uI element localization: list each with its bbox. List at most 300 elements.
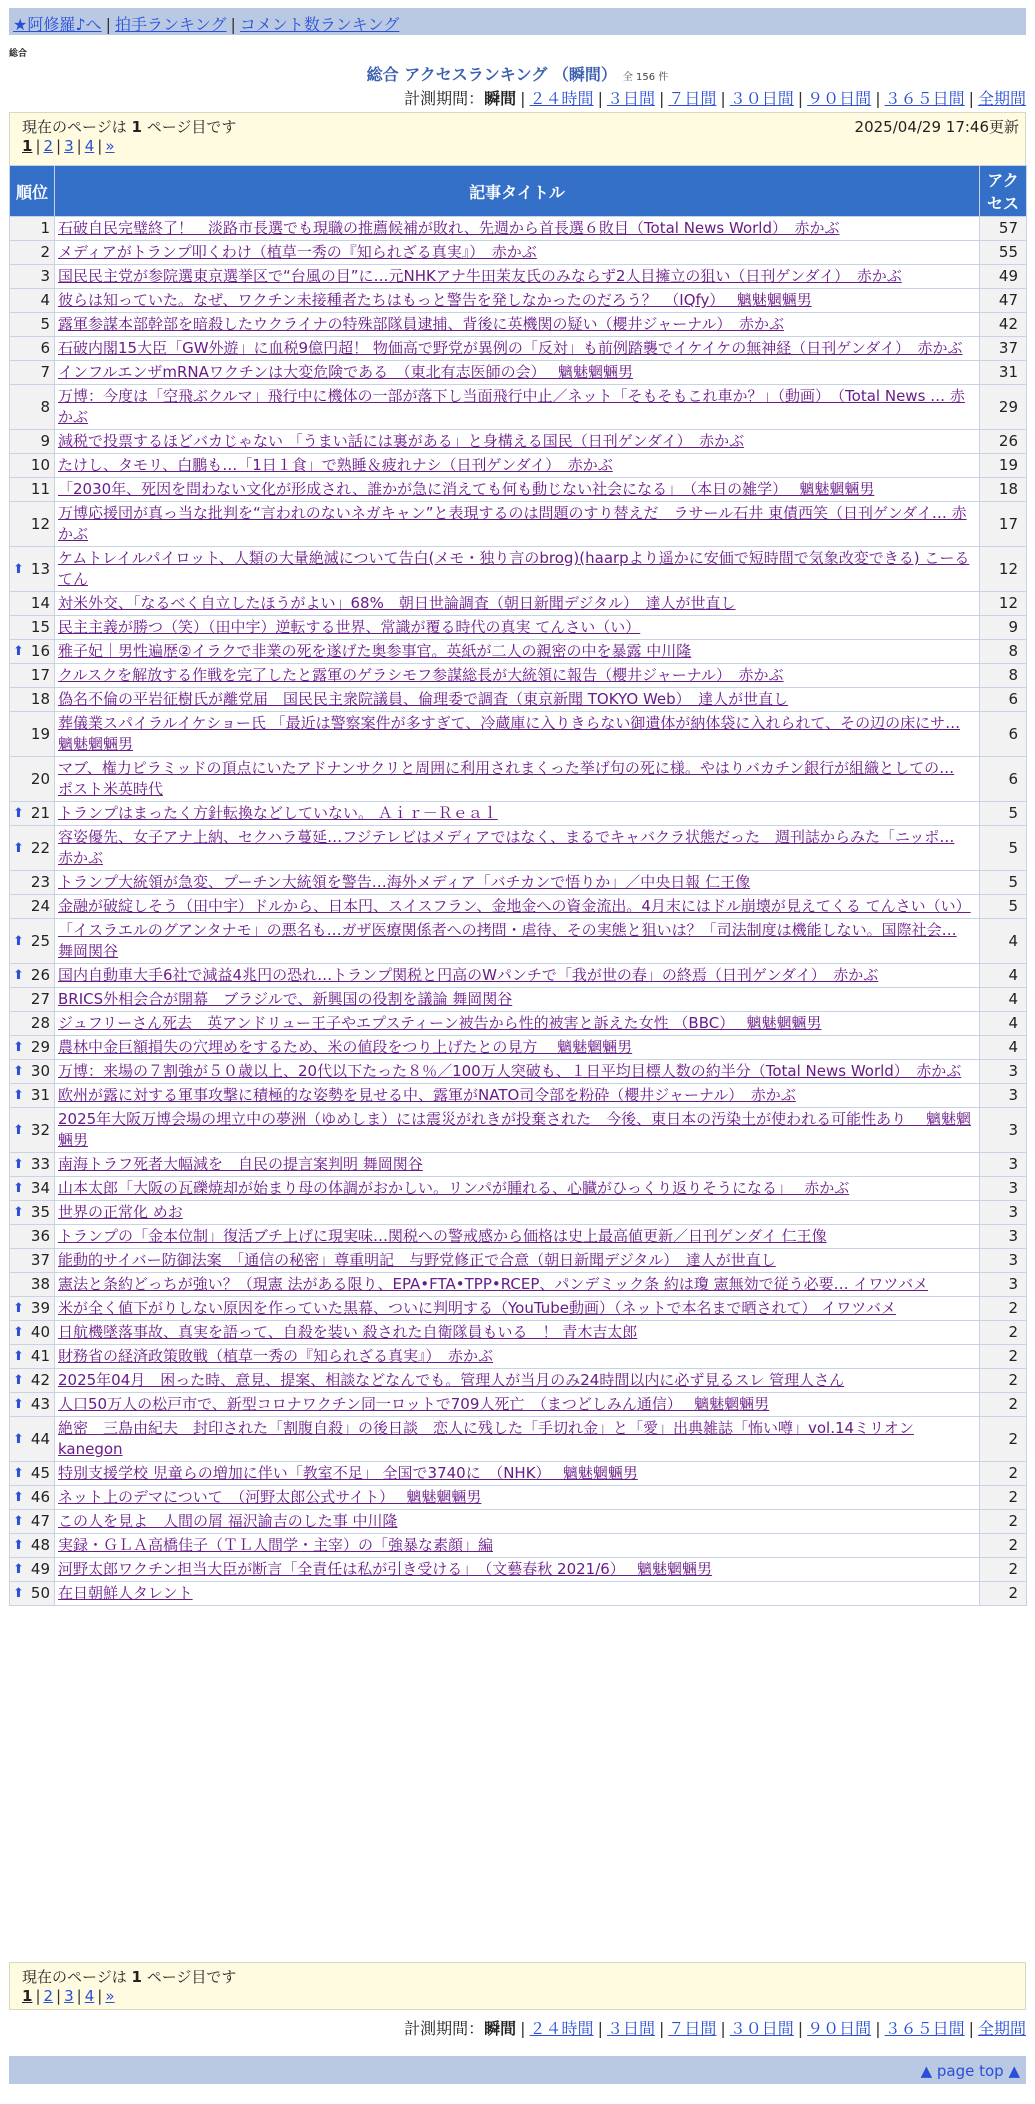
rank-cell bbox=[10, 478, 55, 502]
table-row bbox=[10, 1462, 1027, 1486]
article-link[interactable]: 財務省の経済政策敗戦（植草一秀の『知られざる真実』） 赤かぶ bbox=[58, 1347, 494, 1365]
rank-cell bbox=[10, 1510, 55, 1534]
access-count: 12 bbox=[980, 592, 1027, 616]
table-row bbox=[10, 1321, 1027, 1345]
rank-up-icon: ⬆ bbox=[13, 1088, 24, 1103]
article-link[interactable]: 憲法と条約どっちが強い？（現憲 法がある限り、EPA•FTA•TPP•RCEP、パンデミック条 約は瓊 憲無効で従う必要… イワツバメ bbox=[58, 1275, 929, 1293]
rank-cell bbox=[10, 1108, 55, 1153]
access-count: 3 bbox=[980, 1153, 1027, 1177]
rank-number: 40 bbox=[30, 1323, 50, 1341]
title-cell bbox=[55, 1060, 980, 1084]
article-link[interactable]: 山本太郎「大阪の瓦礫焼却が始まり母の体調がおかしい。リンパが腫れる、心臓がひっくり返りそうになる」 赤かぶ bbox=[58, 1179, 850, 1197]
table-row bbox=[10, 454, 1027, 478]
table-row bbox=[10, 385, 1027, 430]
rank-number: 23 bbox=[30, 873, 50, 891]
rank-number: 15 bbox=[30, 618, 50, 636]
period-separator: | bbox=[597, 89, 603, 108]
rank-cell bbox=[10, 1369, 55, 1393]
table-row bbox=[10, 1225, 1027, 1249]
period-link-0[interactable]: ２４時間 bbox=[529, 2019, 594, 2038]
rank-number: 26 bbox=[30, 966, 50, 984]
title-cell bbox=[55, 616, 980, 640]
period-separator: | bbox=[875, 89, 881, 108]
rank-number: 22 bbox=[30, 838, 50, 857]
page-link-3[interactable]: 3 bbox=[64, 1987, 74, 2005]
table-row bbox=[10, 1036, 1027, 1060]
period-link-5[interactable]: ３６５日間 bbox=[884, 89, 965, 108]
period-link-1[interactable]: ３日間 bbox=[606, 89, 655, 108]
rank-number: 1 bbox=[40, 219, 50, 237]
access-count: 19 bbox=[980, 454, 1027, 478]
rank-up-icon: ⬆ bbox=[13, 1325, 24, 1340]
title-cell bbox=[55, 826, 980, 871]
rank-up-icon: ⬆ bbox=[13, 1466, 24, 1481]
access-count: 8 bbox=[980, 640, 1027, 664]
rank-cell bbox=[10, 1393, 55, 1417]
period-link-0[interactable]: ２４時間 bbox=[529, 89, 594, 108]
title-cell bbox=[55, 964, 980, 988]
access-count: 3 bbox=[980, 1249, 1027, 1273]
rank-cell bbox=[10, 592, 55, 616]
title-cell bbox=[55, 1534, 980, 1558]
title-cell bbox=[55, 1225, 980, 1249]
table-row bbox=[10, 1486, 1027, 1510]
pager-top bbox=[9, 112, 1026, 166]
access-count: 6 bbox=[980, 688, 1027, 712]
period-link-4[interactable]: ９０日間 bbox=[807, 89, 872, 108]
period-link-5[interactable]: ３６５日間 bbox=[884, 2019, 965, 2038]
article-link[interactable]: この人を見よ 人間の屑 福沢諭吉のした事 中川隆 bbox=[58, 1512, 398, 1530]
rank-number: 6 bbox=[40, 339, 50, 357]
table-row bbox=[10, 1273, 1027, 1297]
rank-cell bbox=[10, 616, 55, 640]
access-count: 2 bbox=[980, 1345, 1027, 1369]
article-link[interactable]: 絶密 三島由紀夫 封印された「割腹自殺」の後日談 恋人に残した「手切れ金」と「愛」出典雑誌「怖い噂」vol.14ミリオン kanegon bbox=[58, 1419, 914, 1458]
page-separator: | bbox=[35, 1987, 41, 2005]
nav-separator: | bbox=[105, 15, 111, 34]
article-link[interactable]: ジュフリーさん死去 英アンドリュー王子やエプスティーン被告から性的被害と訴えた女性 （BBC） 魑魅魍魎男 bbox=[58, 1014, 822, 1032]
title-cell bbox=[55, 988, 980, 1012]
table-row bbox=[10, 1510, 1027, 1534]
access-count: 3 bbox=[980, 1225, 1027, 1249]
rank-cell bbox=[10, 1558, 55, 1582]
table-row bbox=[10, 640, 1027, 664]
article-link[interactable]: トランプはまったく方針転換などしていない。 Ａｉｒ－Ｒｅａｌ bbox=[58, 804, 498, 822]
page-link-3[interactable]: 3 bbox=[64, 137, 74, 155]
article-link[interactable]: 農林中金巨額損失の穴埋めをするため、米の値段をつり上げたとの見方 魑魅魍魎男 bbox=[58, 1038, 633, 1056]
article-link[interactable]: 「イスラエルのグアンタナモ」の悪名も…ガザ医療関係者への拷問・虐待、その実態と狙いは？「司法制度は機能しない。国際社会… 舞岡関谷 bbox=[58, 921, 957, 960]
rank-cell bbox=[10, 289, 55, 313]
title-cell bbox=[55, 1369, 980, 1393]
table-row bbox=[10, 265, 1027, 289]
section-tag: 総合 bbox=[9, 49, 28, 59]
rank-number: 3 bbox=[40, 267, 50, 285]
access-count: 2 bbox=[980, 1534, 1027, 1558]
article-link[interactable]: ネット上のデマについて （河野太郎公式サイト） 魑魅魍魎男 bbox=[58, 1488, 482, 1506]
page-top-link[interactable]: ▲ page top ▲ bbox=[920, 2062, 1020, 2080]
article-link[interactable]: 万博応援団が真っ当な批判を“言われのないネガキャン”と表現するのは問題のすり替えだ ラサール石井 東債西笑（日刊ゲンダイ… 赤かぶ bbox=[58, 504, 967, 543]
title-cell bbox=[55, 313, 980, 337]
rank-up-icon: ⬆ bbox=[13, 1157, 24, 1172]
rank-up-icon: ⬆ bbox=[13, 1397, 24, 1412]
rank-cell bbox=[10, 664, 55, 688]
rank-cell bbox=[10, 313, 55, 337]
rank-number: 34 bbox=[30, 1179, 50, 1197]
access-count: 2 bbox=[980, 1393, 1027, 1417]
rank-up-icon: ⬆ bbox=[13, 806, 24, 821]
page-link-4[interactable]: 4 bbox=[84, 1987, 95, 2005]
table-row bbox=[10, 1153, 1027, 1177]
article-link[interactable]: 万博：来場の７割強が５０歳以上、20代以下たった８％／100万人突破も、１日平均目標人数の約半分（Total News World） 赤かぶ bbox=[58, 1062, 962, 1080]
rank-cell bbox=[10, 988, 55, 1012]
rank-number: 31 bbox=[30, 1086, 50, 1104]
page-separator: | bbox=[97, 137, 103, 155]
access-count: 4 bbox=[980, 964, 1027, 988]
title-header: 記事タイトル bbox=[55, 166, 980, 217]
table-row bbox=[10, 547, 1027, 592]
access-count: 3 bbox=[980, 1201, 1027, 1225]
page-separator: | bbox=[76, 1987, 82, 2005]
article-link[interactable]: 欧州が露に対する軍事攻撃に積極的な姿勢を見せる中、露軍がNATO司令部を粉砕（櫻井ジャーナル） 赤かぶ bbox=[58, 1086, 796, 1104]
period-label: 計測期間： bbox=[404, 89, 485, 108]
title-cell bbox=[55, 241, 980, 265]
article-link[interactable]: マブ、権力ピラミッドの頂点にいたアドナンサクリと周囲に利用されまくった挙げ句の死に様。やはりバカチン銀行が組織としての… ポスト米英時代 bbox=[58, 759, 955, 798]
title-cell bbox=[55, 1582, 980, 1606]
table-row bbox=[10, 802, 1027, 826]
rank-number: 46 bbox=[30, 1488, 50, 1506]
title-cell bbox=[55, 1486, 980, 1510]
article-link[interactable]: 「2030年、死因を問わない文化が形成され、誰かが急に消えても何も動じない社会になる」 （本日の雑学） 魑魅魍魎男 bbox=[58, 480, 875, 498]
title-cell bbox=[55, 1510, 980, 1534]
rank-cell bbox=[10, 502, 55, 547]
table-row bbox=[10, 1417, 1027, 1462]
comment-ranking-link[interactable]: コメント数ランキング bbox=[239, 15, 400, 34]
access-count: 4 bbox=[980, 919, 1027, 964]
title-cell bbox=[55, 1321, 980, 1345]
rank-number: 33 bbox=[30, 1155, 50, 1173]
access-count: 57 bbox=[980, 217, 1027, 241]
access-count: 9 bbox=[980, 616, 1027, 640]
footer-bar bbox=[9, 2056, 1026, 2084]
home-link[interactable]: ★阿修羅♪へ bbox=[13, 15, 102, 34]
title-cell bbox=[55, 1417, 980, 1462]
rank-number: 48 bbox=[30, 1536, 50, 1554]
page-separator: | bbox=[56, 1987, 62, 2005]
article-link[interactable]: 人口50万人の松戸市で、新型コロナワクチン同一ロットで709人死亡 （まつどしみん通信） 魑魅魍魎男 bbox=[58, 1395, 770, 1413]
rank-cell bbox=[10, 802, 55, 826]
table-row bbox=[10, 826, 1027, 871]
rank-number: 4 bbox=[40, 291, 50, 309]
article-link[interactable]: 2025年04月 困った時、意見、提案、相談などなんでも。管理人が当月のみ24時間以内に必ず見るスレ 管理人さん bbox=[58, 1371, 845, 1389]
article-link[interactable]: 国内自動車大手6社で減益4兆円の恐れ…トランプ関税と円高のWパンチで「我が世の春」の終焉（日刊ゲンダイ） 赤かぶ bbox=[58, 966, 879, 984]
access-count: 4 bbox=[980, 988, 1027, 1012]
access-count: 2 bbox=[980, 1558, 1027, 1582]
access-count: 49 bbox=[980, 265, 1027, 289]
page-separator: | bbox=[76, 137, 82, 155]
access-count: 2 bbox=[980, 1510, 1027, 1534]
table-row bbox=[10, 1060, 1027, 1084]
rank-number: 41 bbox=[30, 1347, 50, 1365]
period-separator: | bbox=[658, 2019, 665, 2038]
title-cell bbox=[55, 1297, 980, 1321]
rank-cell bbox=[10, 430, 55, 454]
article-link[interactable]: クルスクを解放する作戦を完了したと露軍のゲラシモフ参謀総長が大統領に報告（櫻井ジャーナル） 赤かぶ bbox=[58, 666, 784, 684]
rank-number: 28 bbox=[30, 1014, 50, 1032]
period-current: 瞬間 bbox=[484, 89, 517, 108]
access-count: 5 bbox=[980, 871, 1027, 895]
page-separator: | bbox=[35, 137, 41, 155]
title-cell bbox=[55, 1153, 980, 1177]
article-link[interactable]: 日航機墜落事故、真実を語って、自殺を装い 殺された自衛隊員もいる ！ 青木吉太郎 bbox=[58, 1323, 638, 1341]
title-cell bbox=[55, 688, 980, 712]
article-link[interactable]: 特別支援学校 児童らの増加に伴い「教室不足」 全国で3740に （NHK） 魑魅魍魎男 bbox=[58, 1464, 638, 1482]
rank-cell bbox=[10, 265, 55, 289]
period-label: 計測期間： bbox=[404, 2019, 485, 2038]
access-count: 4 bbox=[980, 1012, 1027, 1036]
rank-cell bbox=[10, 871, 55, 895]
title-cell bbox=[55, 1201, 980, 1225]
rank-number: 39 bbox=[30, 1299, 50, 1317]
table-row bbox=[10, 1012, 1027, 1036]
title-cell bbox=[55, 802, 980, 826]
rank-number: 24 bbox=[30, 897, 50, 915]
access-count: 29 bbox=[980, 385, 1027, 430]
table-row bbox=[10, 313, 1027, 337]
page-current: 1 bbox=[22, 137, 33, 155]
rank-up-icon: ⬆ bbox=[13, 1301, 24, 1316]
title-cell bbox=[55, 757, 980, 802]
access-count: 55 bbox=[980, 241, 1027, 265]
title-cell bbox=[55, 337, 980, 361]
period-link-2[interactable]: ７日間 bbox=[668, 89, 717, 108]
rank-cell bbox=[10, 1036, 55, 1060]
article-link[interactable]: 石破自民完璧終了！ 淡路市長選でも現職の推薦候補が敗れ、先週から首長選６敗目（Total News World） 赤かぶ bbox=[58, 219, 840, 237]
table-row bbox=[10, 502, 1027, 547]
access-count: 3 bbox=[980, 1273, 1027, 1297]
rank-cell bbox=[10, 712, 55, 757]
article-link[interactable]: 世界の正常化 めお bbox=[58, 1203, 183, 1221]
rank-up-icon: ⬆ bbox=[13, 1122, 24, 1138]
rank-number: 17 bbox=[30, 666, 50, 684]
rank-number: 43 bbox=[30, 1395, 50, 1413]
article-link[interactable]: トランプの「金本位制」復活ブチ上げに現実味…関税への警戒感から価格は史上最高値更新／日刊ゲンダイ 仁王像 bbox=[58, 1227, 827, 1245]
article-link[interactable]: 金融が破綻しそう（田中宇）ドルから、日本円、スイスフラン、金地金への資金流出。4月末にはドル崩壊が見えてくる てんさい（い） bbox=[58, 897, 971, 915]
rank-cell bbox=[10, 1273, 55, 1297]
rank-cell bbox=[10, 826, 55, 871]
title-cell bbox=[55, 1036, 980, 1060]
rank-up-icon: ⬆ bbox=[13, 1373, 24, 1388]
article-link[interactable]: 実録・ＧＬＡ高橋佳子（ＴＬ人間学・主宰）の「強暴な素顔」編 bbox=[58, 1536, 494, 1554]
access-count: 4 bbox=[980, 1036, 1027, 1060]
article-link[interactable]: 彼らは知っていた。なぜ、ワクチン未接種者たちはもっと警告を発しなかったのだろう？ （IQfy） 魑魅魍魎男 bbox=[58, 291, 812, 309]
table-row bbox=[10, 478, 1027, 502]
rank-number: 36 bbox=[30, 1227, 50, 1245]
rank-up-icon: ⬆ bbox=[13, 1562, 24, 1577]
pager-status: 現在のページは 1 ページ目です bbox=[22, 118, 237, 136]
rank-cell bbox=[10, 361, 55, 385]
period-link-3[interactable]: ３０日間 bbox=[729, 2019, 794, 2038]
page-links bbox=[22, 137, 1013, 155]
access-count: 3 bbox=[980, 1060, 1027, 1084]
rank-number: 16 bbox=[30, 642, 50, 660]
access-count: 8 bbox=[980, 664, 1027, 688]
article-link[interactable]: 露軍参謀本部幹部を暗殺したウクライナの特殊部隊員逮捕、背後に英機関の疑い（櫻井ジャーナル） 赤かぶ bbox=[58, 315, 785, 333]
title-cell bbox=[55, 1273, 980, 1297]
title-cell bbox=[55, 1012, 980, 1036]
article-link[interactable]: 能動的サイバー防御法案 「通信の秘密」尊重明記 与野党修正で合意（朝日新聞デジタル） 達人が世直し bbox=[58, 1251, 776, 1269]
rank-number: 29 bbox=[30, 1038, 50, 1056]
page-separator: | bbox=[97, 1987, 103, 2005]
access-count: 31 bbox=[980, 361, 1027, 385]
table-row bbox=[10, 337, 1027, 361]
table-row bbox=[10, 289, 1027, 313]
rank-cell bbox=[10, 1486, 55, 1510]
title-cell bbox=[55, 712, 980, 757]
period-separator: | bbox=[520, 89, 526, 108]
table-row bbox=[10, 361, 1027, 385]
article-link[interactable]: 河野太郎ワクチン担当大臣が断言「全責任は私が引き受ける」 （文藝春秋 2021/6） 魑魅魍魎男 bbox=[58, 1560, 713, 1578]
rank-cell bbox=[10, 1084, 55, 1108]
table-row bbox=[10, 964, 1027, 988]
rank-cell bbox=[10, 1297, 55, 1321]
table-row bbox=[10, 241, 1027, 265]
title-cell bbox=[55, 265, 980, 289]
page-link-2[interactable]: 2 bbox=[43, 1987, 54, 2005]
table-row bbox=[10, 895, 1027, 919]
rank-number: 47 bbox=[30, 1512, 50, 1530]
article-link[interactable]: 減税で投票するほどバカじゃない 「うまい話には裏がある」と身構える国民（日刊ゲンダイ） 赤かぶ bbox=[58, 432, 745, 450]
rank-up-icon: ⬆ bbox=[13, 1205, 24, 1220]
clap-ranking-link[interactable]: 拍手ランキング bbox=[114, 15, 227, 34]
rank-number: 30 bbox=[30, 1062, 50, 1080]
period-link-4[interactable]: ９０日間 bbox=[807, 2019, 872, 2038]
access-count: 6 bbox=[980, 757, 1027, 802]
table-row bbox=[10, 1369, 1027, 1393]
access-count: 3 bbox=[980, 1084, 1027, 1108]
period-link-6[interactable]: 全期間 bbox=[977, 89, 1026, 108]
title-cell bbox=[55, 1345, 980, 1369]
access-count: 18 bbox=[980, 478, 1027, 502]
access-count: 2 bbox=[980, 1297, 1027, 1321]
article-link[interactable]: 雅子妃｜男性遍歴②イラクで非業の死を遂げた奥参事官。英紙が二人の親密の中を暴露 中川隆 bbox=[58, 642, 692, 660]
rank-up-icon: ⬆ bbox=[13, 840, 24, 856]
rank-cell bbox=[10, 241, 55, 265]
access-count: 47 bbox=[980, 289, 1027, 313]
rank-cell bbox=[10, 1462, 55, 1486]
nav-separator: | bbox=[230, 15, 236, 34]
article-link[interactable]: 葬儀業スパイラルイケショー氏 「最近は警察案件が多すぎて、冷蔵庫に入りきらない御遺体が納体袋に入れられて、その辺の床にサ… 魑魅魍魎男 bbox=[58, 714, 961, 753]
article-link[interactable]: 偽名不倫の平岩征樹氏が離党届 国民民主衆院議員、倫理委で調査（東京新聞 TOKYO Web） 達人が世直し bbox=[58, 690, 789, 708]
article-link[interactable]: インフルエンザmRNAワクチンは大変危険である （東北有志医師の会） 魑魅魍魎男 bbox=[58, 363, 633, 381]
access-count: 12 bbox=[980, 547, 1027, 592]
article-link[interactable]: 在日朝鮮人タレント bbox=[58, 1584, 193, 1602]
rank-cell bbox=[10, 1249, 55, 1273]
access-count: 2 bbox=[980, 1582, 1027, 1606]
title-cell bbox=[55, 592, 980, 616]
article-link[interactable]: メディアがトランプ叩くわけ（植草一秀の『知られざる真実』） 赤かぶ bbox=[58, 243, 537, 261]
article-link[interactable]: トランプ大統領が急変、プーチン大統領を警告…海外メディア「バチカンで悟りか」／中央日報 仁王像 bbox=[58, 873, 751, 891]
access-count: 37 bbox=[980, 337, 1027, 361]
rank-number: 49 bbox=[30, 1560, 50, 1578]
rank-cell bbox=[10, 1153, 55, 1177]
access-count: 2 bbox=[980, 1417, 1027, 1462]
article-link[interactable]: 米が全く値下がりしない原因を作っていた黒幕、ついに判明する（YouTube動画）（ネットで本名まで晒されて） イワツバメ bbox=[58, 1299, 896, 1317]
article-link[interactable]: 民主主義が勝つ（笑）（田中宇）逆転する世界、常識が覆る時代の真実 てんさい（い） bbox=[58, 618, 641, 636]
article-link[interactable]: 南海トラフ死者大幅減を 自民の提言案判明 舞岡関谷 bbox=[58, 1155, 423, 1173]
rank-up-icon: ⬆ bbox=[13, 1349, 24, 1364]
title-cell bbox=[55, 640, 980, 664]
page-link-4[interactable]: 4 bbox=[84, 137, 95, 155]
article-link[interactable]: たけし、タモリ、白鵬も…「1日１食」で熟睡＆疲れナシ（日刊ゲンダイ） 赤かぶ bbox=[58, 456, 613, 474]
period-link-1[interactable]: ３日間 bbox=[606, 2019, 655, 2038]
access-count: 17 bbox=[980, 502, 1027, 547]
article-link[interactable]: BRICS外相会合が開幕 ブラジルで、新興国の役割を議論 舞岡関谷 bbox=[58, 990, 513, 1008]
rank-cell bbox=[10, 1417, 55, 1462]
title-cell bbox=[55, 430, 980, 454]
rank-cell bbox=[10, 1345, 55, 1369]
page-link-2[interactable]: 2 bbox=[43, 137, 54, 155]
access-count: 2 bbox=[980, 1486, 1027, 1510]
access-count: 5 bbox=[980, 895, 1027, 919]
article-link[interactable]: 対米外交、「なるべく自立したほうがよい」68% 朝日世論調査（朝日新聞デジタル） 達人が世直し bbox=[58, 594, 736, 612]
next-page-link[interactable]: » bbox=[105, 1987, 115, 2005]
period-separator: | bbox=[720, 89, 726, 108]
period-separator: | bbox=[597, 2019, 603, 2038]
rank-cell bbox=[10, 757, 55, 802]
article-link[interactable]: 石破内閣15大臣「GW外遊」に血税9億円超！ 物価高で野党が異例の「反対」も前例踏襲でイケイケの無神経（日刊ゲンダイ） 赤かぶ bbox=[58, 339, 963, 357]
rank-cell bbox=[10, 1321, 55, 1345]
access-count: 2 bbox=[980, 1321, 1027, 1345]
article-link[interactable]: ケムトレイルパイロット、人類の大量絶滅について告白(メモ・独り言のbrog)(haarpより遥かに安価で短時間で気象改変できる) こーるてん bbox=[58, 549, 970, 588]
article-link[interactable]: 万博：今度は「空飛ぶクルマ」飛行中に機体の一部が落下し当面飛行中止／ネット「そもそもこれ車か？」（動画） （Total News … 赤かぶ bbox=[58, 387, 965, 426]
page-current: 1 bbox=[22, 1987, 33, 2005]
period-separator: | bbox=[968, 2019, 974, 2038]
rank-up-icon: ⬆ bbox=[13, 968, 24, 983]
title-cell bbox=[55, 895, 980, 919]
table-row bbox=[10, 1084, 1027, 1108]
period-link-6[interactable]: 全期間 bbox=[977, 2019, 1026, 2038]
title-cell bbox=[55, 1108, 980, 1153]
rank-up-icon: ⬆ bbox=[13, 1431, 24, 1447]
rank-cell bbox=[10, 337, 55, 361]
title-cell bbox=[55, 1462, 980, 1486]
article-link[interactable]: 容姿優先、女子アナ上納、セクハラ蔓延…フジテレビはメディアではなく、まるでキャバクラ状態だった 週刊誌からみた「ニッポ… 赤かぶ bbox=[58, 828, 955, 867]
period-link-2[interactable]: ７日間 bbox=[668, 2019, 717, 2038]
article-link[interactable]: 国民民主党が参院選東京選挙区で“台風の目”に…元NHKアナ牛田茉友氏のみならず2人目擁立の狙い（日刊ゲンダイ） 赤かぶ bbox=[58, 267, 902, 285]
rank-number: 7 bbox=[40, 363, 50, 381]
title-cell bbox=[55, 1084, 980, 1108]
rank-cell bbox=[10, 1582, 55, 1606]
access-count: 3 bbox=[980, 1108, 1027, 1153]
pager-status: 現在のページは 1 ページ目です bbox=[22, 1968, 237, 1986]
page-title bbox=[0, 62, 1035, 85]
rank-number: 19 bbox=[30, 724, 50, 743]
rank-cell bbox=[10, 895, 55, 919]
rank-number: 11 bbox=[30, 480, 50, 498]
article-link[interactable]: 2025年大阪万博会場の埋立中の夢洲（ゆめしま）には震災がれきが投棄された 今後、東日本の汚染土が使われる可能性あり 魑魅魍魎男 bbox=[58, 1110, 971, 1149]
title-cell bbox=[55, 547, 980, 592]
table-row bbox=[10, 1345, 1027, 1369]
table-row bbox=[10, 430, 1027, 454]
title-cell bbox=[55, 1249, 980, 1273]
rank-up-icon: ⬆ bbox=[13, 1064, 24, 1079]
rank-number: 32 bbox=[30, 1120, 50, 1139]
rank-number: 37 bbox=[30, 1251, 50, 1269]
rank-up-icon: ⬆ bbox=[13, 644, 24, 659]
period-link-3[interactable]: ３０日間 bbox=[729, 89, 794, 108]
access-count: 26 bbox=[980, 430, 1027, 454]
next-page-link[interactable]: » bbox=[105, 137, 115, 155]
